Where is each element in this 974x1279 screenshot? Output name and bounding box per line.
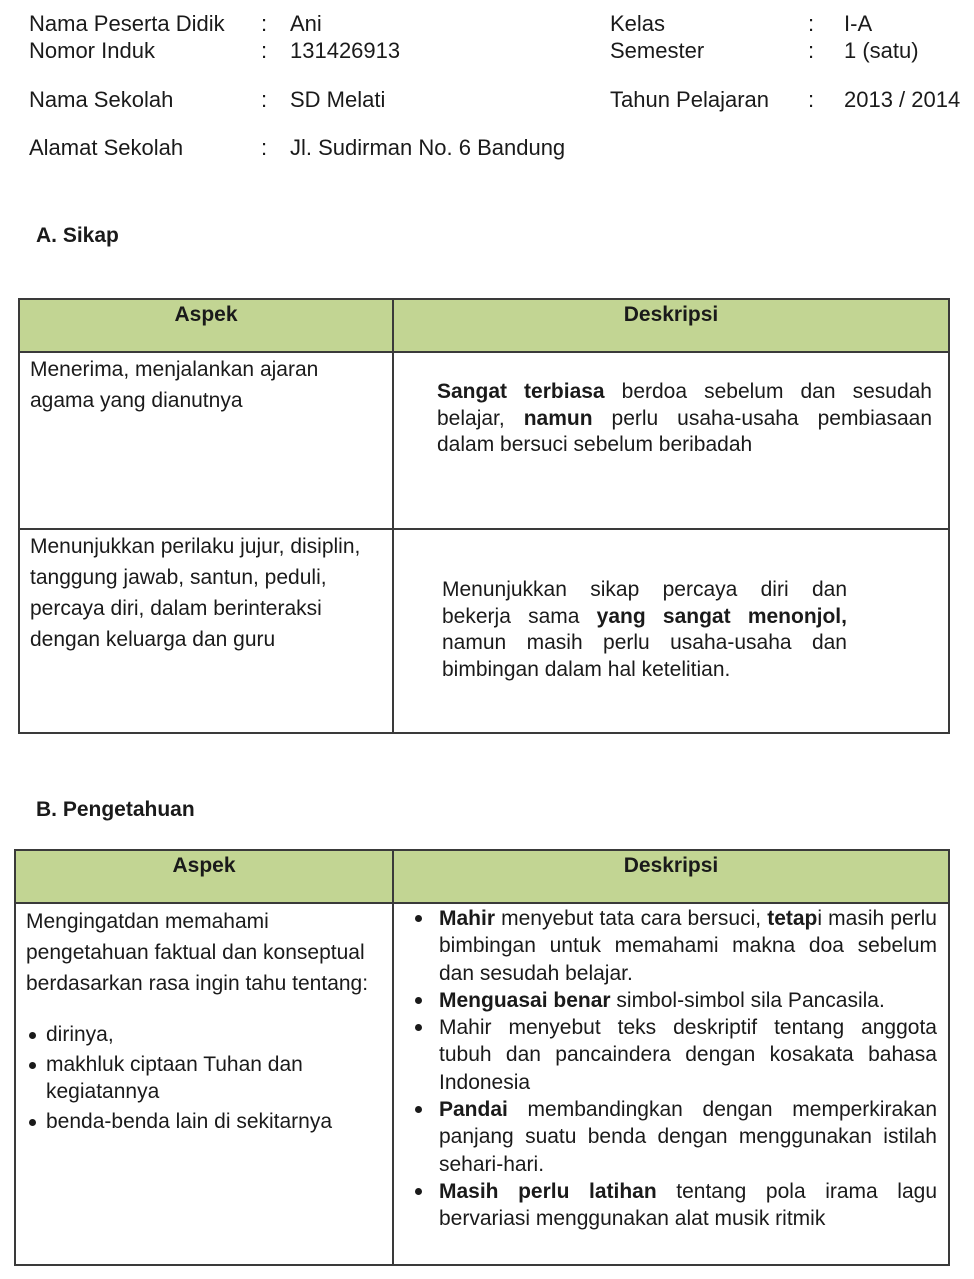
table-row <box>19 352 949 529</box>
text-run: i masih perlu bimbingan untuk memahami makna doa sebelum dan sesudah belajar. <box>439 907 937 985</box>
separator: : <box>261 38 268 63</box>
section-title-pengetahuan: B. Pengetahuan <box>36 798 195 821</box>
separator: : <box>261 135 268 160</box>
aspek-intro: Mengingatdan memahami pengetahuan faktual dan konseptual berdasarkan rasa ingin tahu tentang: <box>26 910 369 995</box>
label-semester: Semester <box>610 38 705 63</box>
table-row <box>15 903 949 1265</box>
aspek-bullet-list <box>26 1021 380 1135</box>
pengetahuan-table <box>14 849 950 1266</box>
bold-text: Pandai <box>439 1098 508 1122</box>
label-tahun-pelajaran: Tahun Pelajaran <box>610 87 770 112</box>
list-item: benda-benda lain di sekitarnya <box>26 1108 380 1136</box>
bold-text: tetap <box>767 907 818 930</box>
value-kelas: I-A <box>844 11 873 36</box>
text-run: menyebut tata cara bersuci, <box>495 907 768 930</box>
bold-text: Sangat terbiasa <box>437 380 605 403</box>
value-nama-peserta: Ani <box>290 11 322 36</box>
separator: : <box>261 87 268 112</box>
list-item <box>411 1178 937 1233</box>
value-nama-sekolah: SD Melati <box>290 87 386 112</box>
aspek-cell: Menerima, menjalankan ajaran agama yang dianutnya <box>30 358 319 412</box>
deskripsi-cell <box>394 353 948 459</box>
text-run: namun masih perlu usaha-usaha dan bimbingan dalam hal ketelitian. <box>442 631 847 681</box>
bold-text: Mahir <box>439 907 496 930</box>
list-item <box>411 987 937 1014</box>
separator: : <box>808 87 815 112</box>
bold-text: Masih perlu latihan <box>439 1179 657 1203</box>
sikap-table <box>18 298 950 734</box>
list-item: makhluk ciptaan Tuhan dan kegiatannya <box>26 1051 380 1106</box>
section-title-sikap: A. Sikap <box>36 224 119 247</box>
list-item: dirinya, <box>26 1021 380 1049</box>
table-row <box>19 529 949 733</box>
label-alamat-sekolah: Alamat Sekolah <box>29 135 184 160</box>
deskripsi-bullet-list <box>394 904 948 1233</box>
separator: : <box>261 11 268 36</box>
text-run: Mahir menyebut teks deskriptif tentang anggota tubuh dan pancaindera dengan kosakata bahasa Indonesia <box>439 1016 937 1094</box>
text-run: Menunjukkan sikap percaya diri dan bekerja sama <box>442 578 847 628</box>
label-kelas: Kelas <box>610 11 666 36</box>
value-tahun-pelajaran: 2013 / 2014 <box>844 87 961 112</box>
bold-text: namun <box>523 406 593 430</box>
text-run: simbol-simbol sila Pancasila. <box>610 988 885 1012</box>
label-nama-sekolah: Nama Sekolah <box>29 87 174 112</box>
column-header-deskripsi: Deskripsi <box>393 299 949 352</box>
column-header-deskripsi: Deskripsi <box>393 850 949 903</box>
bold-text: Menguasai benar <box>439 988 611 1012</box>
column-header-aspek: Aspek <box>15 850 393 903</box>
bold-text: yang sangat menonjol, <box>596 604 847 628</box>
aspek-cell <box>16 904 392 1135</box>
text-run: membandingkan dengan memperkirakan panjang suatu benda dengan menggunakan istilah sehari-hari. <box>439 1098 937 1176</box>
separator: : <box>808 11 815 36</box>
text-run: perlu usaha-usaha pembiasaan dalam bersuci sebelum beribadah <box>437 406 932 456</box>
value-alamat-sekolah: Jl. Sudirman No. 6 Bandung <box>290 135 566 160</box>
deskripsi-cell <box>394 530 948 683</box>
value-semester: 1 (satu) <box>844 38 919 63</box>
list-item <box>411 1014 937 1096</box>
value-nomor-induk: 131426913 <box>290 38 401 63</box>
label-nomor-induk: Nomor Induk <box>29 38 155 63</box>
separator: : <box>808 38 815 63</box>
list-item <box>411 1096 937 1178</box>
text-run: tentang pola irama lagu bervariasi menggunakan alat musik ritmik <box>439 1179 938 1231</box>
label-nama-peserta: Nama Peserta Didik <box>29 11 225 36</box>
list-item <box>411 905 937 987</box>
text-run: berdoa sebelum dan sesudah belajar, <box>437 380 932 430</box>
column-header-aspek: Aspek <box>19 299 393 352</box>
aspek-cell: Menunjukkan perilaku jujur, disiplin, tanggung jawab, santun, peduli, percaya diri, dalam berinteraksi dengan keluarga dan guru <box>30 535 361 651</box>
